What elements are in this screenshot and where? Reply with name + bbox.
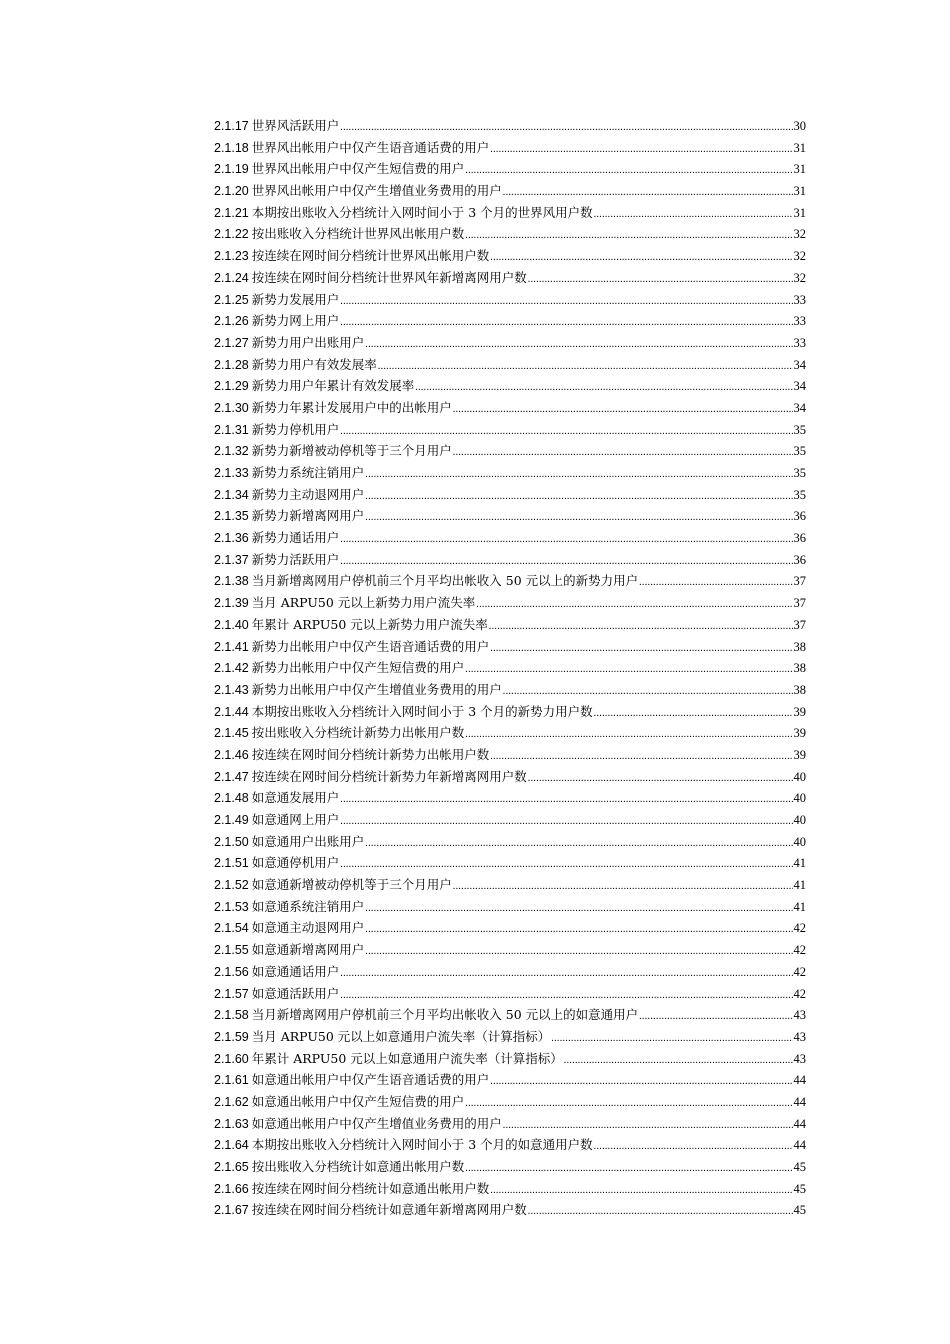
- toc-entry-title: 世界风出帐用户中仅产生语音通话费的用户: [251, 139, 490, 155]
- toc-dot-leader: [453, 399, 793, 419]
- toc-entry-number: 2.1.57: [214, 986, 249, 1001]
- toc-entry-page-number: 33: [793, 292, 806, 307]
- toc-entry[interactable]: [214, 766, 806, 788]
- toc-entry-title: 如意通主动退网用户: [251, 920, 365, 936]
- toc-dot-leader: [503, 681, 793, 701]
- toc-entry-title: 新势力网上用户: [251, 313, 340, 329]
- toc-entry-title: 按连续在网时间分档统计如意通年新增离网用户数: [251, 1202, 527, 1218]
- toc-dot-leader: [340, 117, 792, 137]
- toc-entry-page-number: 41: [793, 856, 806, 871]
- toc-entry-page-number: 42: [793, 986, 806, 1001]
- toc-dot-leader: [465, 1158, 792, 1178]
- toc-entry-page-number: 35: [793, 466, 806, 480]
- toc-dot-leader: [340, 789, 792, 809]
- toc-entry[interactable]: [214, 462, 806, 484]
- toc-dot-leader: [594, 204, 793, 224]
- toc-entry-number: 2.1.34: [214, 487, 249, 502]
- toc-entry-page-number: 42: [793, 921, 806, 936]
- toc-entry-page-number: 44: [793, 1094, 806, 1109]
- toc-entry-title: 新势力用户年累计有效发展率: [251, 378, 415, 394]
- toc-dot-leader: [365, 919, 792, 939]
- toc-dot-leader: [365, 898, 792, 918]
- toc-entry-page-number: 44: [793, 1116, 806, 1131]
- toc-entry-number: 2.1.51: [214, 856, 249, 871]
- toc-entry[interactable]: [214, 983, 806, 1005]
- toc-dot-leader: [365, 486, 792, 506]
- toc-entry-number: 2.1.55: [214, 943, 249, 958]
- toc-entry-title: 按连续在网时间分档统计新势力年新增离网用户数: [251, 768, 527, 784]
- toc-dot-leader: [378, 356, 793, 376]
- toc-entry[interactable]: [214, 527, 806, 549]
- toc-entry[interactable]: [214, 679, 806, 701]
- toc-entry[interactable]: [214, 440, 806, 462]
- toc-dot-leader: [340, 421, 792, 441]
- toc-entry-number: 2.1.60: [214, 1051, 249, 1066]
- toc-entry[interactable]: [214, 787, 806, 809]
- toc-entry-page-number: 43: [793, 1029, 806, 1044]
- toc-dot-leader: [365, 833, 792, 853]
- toc-entry[interactable]: [214, 549, 806, 571]
- toc-entry-number: 2.1.31: [214, 422, 249, 437]
- toc-entry-page-number: 44: [793, 1073, 806, 1088]
- toc-entry-page-number: 31: [793, 162, 806, 177]
- toc-dot-leader: [365, 464, 792, 484]
- toc-dot-leader: [490, 1180, 792, 1200]
- toc-dot-leader: [490, 139, 792, 159]
- toc-entry[interactable]: [214, 397, 806, 419]
- toc-entry-title: 新势力出帐用户中仅产生增值业务费用的用户: [251, 681, 502, 697]
- toc-dot-leader: [528, 768, 793, 788]
- toc-entry-number: 2.1.32: [214, 444, 249, 459]
- toc-entry-title: 如意通出帐用户中仅产生语音通话费的用户: [251, 1072, 490, 1088]
- toc-dot-leader: [490, 1071, 792, 1091]
- toc-entry-number: 2.1.29: [214, 379, 249, 394]
- toc-entry-page-number: 35: [793, 422, 806, 437]
- toc-entry-page-number: 33: [793, 314, 806, 329]
- toc-entry[interactable]: [214, 289, 806, 311]
- toc-entry-number: 2.1.65: [214, 1160, 249, 1174]
- toc-entry[interactable]: [214, 592, 806, 614]
- toc-dot-leader: [639, 1006, 792, 1026]
- toc-dot-leader: [465, 659, 792, 679]
- toc-entry-title: 新势力通话用户: [251, 530, 340, 546]
- toc-entry-page-number: 32: [793, 270, 806, 285]
- toc-entry-page-number: 42: [793, 943, 806, 958]
- toc-entry[interactable]: [214, 267, 806, 289]
- toc-entry-title: 本期按出账收入分档统计入网时间小于 3 个月的新势力用户数: [251, 703, 593, 719]
- toc-entry[interactable]: [214, 1048, 806, 1070]
- toc-entry-number: 2.1.37: [214, 552, 249, 567]
- toc-entry-title: 如意通出帐用户中仅产生短信费的用户: [251, 1093, 465, 1109]
- toc-entry-title: 世界风出帐用户中仅产生增值业务费用的用户: [251, 183, 502, 199]
- toc-dot-leader: [528, 269, 793, 289]
- toc-entry-page-number: 31: [793, 184, 806, 199]
- toc-entry-title: 按出账收入分档统计新势力出帐用户数: [251, 725, 465, 741]
- toc-entry[interactable]: [214, 961, 806, 983]
- toc-entry[interactable]: [214, 505, 806, 527]
- toc-entry-title: 新势力出帐用户中仅产生短信费的用户: [251, 660, 465, 676]
- toc-entry-title: 如意通新增离网用户: [251, 942, 365, 958]
- toc-entry-title: 如意通停机用户: [251, 855, 340, 871]
- toc-entry-page-number: 32: [793, 227, 806, 242]
- toc-entry[interactable]: [214, 354, 806, 376]
- toc-entry-number: 2.1.44: [214, 704, 249, 719]
- toc-entry-page-number: 37: [793, 596, 806, 611]
- toc-entry-page-number: 38: [793, 661, 806, 676]
- toc-entry-page-number: 40: [793, 813, 806, 827]
- toc-entry-title: 新势力活跃用户: [251, 551, 340, 567]
- toc-entry-number: 2.1.61: [214, 1073, 249, 1088]
- toc-entry[interactable]: [214, 180, 806, 202]
- toc-entry-number: 2.1.63: [214, 1116, 249, 1131]
- toc-entry-number: 2.1.28: [214, 357, 249, 372]
- toc-entry[interactable]: [214, 158, 806, 180]
- toc-entry-number: 2.1.40: [214, 617, 249, 632]
- toc-entry[interactable]: [214, 223, 806, 245]
- toc-entry-number: 2.1.27: [214, 335, 249, 350]
- toc-entry-number: 2.1.54: [214, 921, 249, 936]
- toc-entry-number: 2.1.45: [214, 726, 249, 741]
- toc-dot-leader: [551, 1028, 792, 1048]
- toc-entry-number: 2.1.17: [214, 119, 249, 133]
- toc-entry-number: 2.1.56: [214, 964, 249, 979]
- toc-entry[interactable]: [214, 1178, 806, 1200]
- toc-entry-page-number: 36: [793, 552, 806, 567]
- toc-entry[interactable]: [214, 1134, 806, 1156]
- toc-entry-page-number: 40: [793, 834, 806, 849]
- toc-entry[interactable]: [214, 701, 806, 723]
- toc-entry[interactable]: [214, 722, 806, 744]
- toc-entry-page-number: 43: [793, 1008, 806, 1023]
- toc-entry-number: 2.1.47: [214, 769, 249, 784]
- toc-entry-number: 2.1.23: [214, 249, 249, 264]
- toc-entry[interactable]: [214, 310, 806, 332]
- toc-dot-leader: [340, 811, 792, 831]
- toc-entry[interactable]: [214, 939, 806, 961]
- toc-entry-page-number: 37: [793, 574, 806, 589]
- toc-entry[interactable]: [214, 1113, 806, 1135]
- toc-entry[interactable]: [214, 917, 806, 939]
- toc-entry[interactable]: [214, 831, 806, 853]
- toc-entry-title: 按连续在网时间分档统计世界风年新增离网用户数: [251, 269, 527, 285]
- toc-dot-leader: [365, 941, 792, 961]
- toc-entry-title: 新势力新增离网用户: [251, 508, 365, 524]
- toc-dot-leader: [340, 854, 792, 874]
- toc-dot-leader: [476, 594, 792, 614]
- toc-entry[interactable]: [214, 332, 806, 354]
- toc-entry[interactable]: [214, 1069, 806, 1091]
- toc-entry-page-number: 32: [793, 249, 806, 264]
- toc-dot-leader: [465, 225, 792, 245]
- toc-entry-title: 当月新增离网用户停机前三个月平均出帐收入 50 元以上的新势力用户: [251, 573, 639, 589]
- toc-entry-page-number: 45: [793, 1203, 806, 1218]
- toc-entry-page-number: 36: [793, 509, 806, 524]
- toc-entry-page-number: 39: [793, 726, 806, 741]
- toc-entry-title: 本期按出账收入分档统计入网时间小于 3 个月的如意通用户数: [251, 1137, 593, 1153]
- toc-entry-number: 2.1.43: [214, 682, 249, 697]
- toc-entry-number: 2.1.38: [214, 574, 249, 589]
- toc-dot-leader: [503, 182, 793, 202]
- toc-dot-leader: [564, 1050, 793, 1070]
- toc-dot-leader: [365, 334, 792, 354]
- toc-dot-leader: [340, 551, 792, 571]
- toc-entry-title: 按连续在网时间分档统计新势力出帐用户数: [251, 746, 490, 762]
- toc-entry[interactable]: [214, 137, 806, 159]
- toc-entry-page-number: 41: [793, 899, 806, 914]
- toc-entry-title: 新势力出帐用户中仅产生语音通话费的用户: [251, 638, 490, 654]
- toc-dot-leader: [365, 507, 792, 527]
- toc-entry-title: 新势力年累计发展用户中的出帐用户: [251, 399, 452, 415]
- toc-entry-title: 如意通系统注销用户: [251, 898, 365, 914]
- toc-entry-number: 2.1.35: [214, 509, 249, 524]
- toc-entry-title: 新势力发展用户: [251, 291, 340, 307]
- toc-entry-title: 按连续在网时间分档统计世界风出帐用户数: [251, 248, 490, 264]
- toc-entry-page-number: 34: [793, 400, 806, 415]
- toc-entry-title: 当月 ARPU50 元以上如意通用户流失率（计算指标）: [251, 1028, 551, 1044]
- toc-entry-number: 2.1.20: [214, 184, 249, 199]
- toc-entry-number: 2.1.18: [214, 140, 249, 155]
- toc-entry-number: 2.1.53: [214, 899, 249, 914]
- toc-entry-title: 如意通网上用户: [251, 812, 340, 827]
- toc-dot-leader: [340, 291, 792, 311]
- toc-dot-leader: [465, 724, 792, 744]
- toc-entry[interactable]: [214, 115, 806, 137]
- toc-entry[interactable]: [214, 375, 806, 397]
- toc-entry[interactable]: [214, 202, 806, 224]
- toc-dot-leader: [465, 160, 792, 180]
- toc-entry-title: 年累计 ARPU50 元以上新势力用户流失率: [251, 616, 488, 632]
- toc-entry-number: 2.1.59: [214, 1029, 249, 1044]
- toc-entry-number: 2.1.21: [214, 205, 249, 220]
- toc-entry-page-number: 31: [793, 205, 806, 220]
- toc-entry[interactable]: [214, 1199, 806, 1221]
- toc-dot-leader: [639, 572, 792, 592]
- toc-entry-page-number: 39: [793, 704, 806, 719]
- toc-entry[interactable]: [214, 614, 806, 636]
- toc-entry[interactable]: [214, 1156, 806, 1178]
- toc-entry-title: 新势力停机用户: [251, 421, 340, 437]
- toc-dot-leader: [489, 616, 793, 636]
- toc-entry-page-number: 34: [793, 379, 806, 394]
- toc-entry-page-number: 45: [793, 1181, 806, 1196]
- toc-entry-page-number: 31: [793, 140, 806, 155]
- toc-entry[interactable]: [214, 657, 806, 679]
- toc-entry[interactable]: [214, 1026, 806, 1048]
- toc-entry-number: 2.1.50: [214, 834, 249, 849]
- toc-entry-page-number: 41: [793, 878, 806, 893]
- table-of-contents: [214, 115, 806, 1221]
- toc-entry-title: 如意通通话用户: [251, 963, 340, 979]
- toc-entry-number: 2.1.67: [214, 1203, 249, 1218]
- toc-entry-number: 2.1.66: [214, 1181, 249, 1196]
- toc-entry-number: 2.1.24: [214, 270, 249, 285]
- toc-entry-page-number: 37: [793, 617, 806, 632]
- toc-entry-title: 新势力用户有效发展率: [251, 356, 377, 372]
- toc-entry-page-number: 39: [793, 747, 806, 762]
- toc-entry[interactable]: [214, 852, 806, 874]
- toc-entry[interactable]: [214, 636, 806, 658]
- toc-entry-number: 2.1.41: [214, 639, 249, 654]
- toc-entry-number: 2.1.19: [214, 162, 249, 177]
- toc-entry[interactable]: [214, 570, 806, 592]
- toc-entry[interactable]: [214, 809, 806, 831]
- toc-entry-page-number: 33: [793, 335, 806, 350]
- toc-entry-page-number: 38: [793, 639, 806, 654]
- toc-entry-number: 2.1.58: [214, 1008, 249, 1023]
- toc-entry[interactable]: [214, 874, 806, 896]
- toc-entry-number: 2.1.36: [214, 531, 249, 546]
- toc-entry-title: 按出账收入分档统计世界风出帐用户数: [251, 226, 465, 242]
- toc-entry-number: 2.1.49: [214, 813, 249, 827]
- toc-entry-title: 如意通用户出账用户: [251, 833, 365, 849]
- toc-dot-leader: [490, 638, 792, 658]
- toc-entry-number: 2.1.30: [214, 400, 249, 415]
- toc-entry-title: 如意通出帐用户中仅产生增值业务费用的用户: [251, 1115, 502, 1131]
- toc-entry-number: 2.1.33: [214, 466, 249, 480]
- toc-entry-number: 2.1.62: [214, 1094, 249, 1109]
- toc-entry-page-number: 40: [793, 791, 806, 806]
- toc-entry-page-number: 36: [793, 531, 806, 546]
- toc-entry-page-number: 35: [793, 444, 806, 459]
- toc-entry-page-number: 40: [793, 769, 806, 784]
- toc-entry-title: 世界风活跃用户: [251, 118, 340, 133]
- toc-entry-number: 2.1.46: [214, 747, 249, 762]
- toc-dot-leader: [340, 963, 792, 983]
- toc-entry-page-number: 35: [793, 487, 806, 502]
- toc-entry[interactable]: [214, 1091, 806, 1113]
- toc-dot-leader: [503, 1115, 793, 1135]
- toc-entry[interactable]: [214, 896, 806, 918]
- toc-entry-title: 如意通活跃用户: [251, 985, 340, 1001]
- toc-entry-number: 2.1.26: [214, 314, 249, 329]
- toc-entry-number: 2.1.22: [214, 227, 249, 242]
- toc-entry-title: 新势力用户出账用户: [251, 334, 365, 350]
- toc-entry-page-number: 38: [793, 682, 806, 697]
- toc-dot-leader: [340, 529, 792, 549]
- toc-dot-leader: [340, 985, 792, 1005]
- toc-entry-title: 按连续在网时间分档统计如意通出帐用户数: [251, 1180, 490, 1196]
- toc-entry[interactable]: [214, 744, 806, 766]
- toc-dot-leader: [453, 876, 793, 896]
- toc-entry-page-number: 34: [793, 357, 806, 372]
- toc-entry-page-number: 45: [793, 1160, 806, 1174]
- toc-entry-title: 如意通新增被动停机等于三个月用户: [251, 877, 452, 893]
- toc-entry-number: 2.1.42: [214, 661, 249, 676]
- toc-entry-number: 2.1.64: [214, 1138, 249, 1153]
- toc-entry-title: 按出账收入分档统计如意通出帐用户数: [251, 1159, 465, 1174]
- toc-entry[interactable]: [214, 1004, 806, 1026]
- toc-dot-leader: [340, 312, 792, 332]
- toc-entry-page-number: 42: [793, 964, 806, 979]
- toc-entry-page-number: 44: [793, 1138, 806, 1153]
- toc-dot-leader: [594, 1136, 793, 1156]
- toc-entry-title: 本期按出账收入分档统计入网时间小于 3 个月的世界风用户数: [251, 204, 593, 220]
- toc-dot-leader: [490, 247, 792, 267]
- toc-entry-number: 2.1.25: [214, 292, 249, 307]
- toc-entry-title: 新势力主动退网用户: [251, 486, 365, 502]
- toc-dot-leader: [528, 1201, 793, 1221]
- toc-entry-number: 2.1.52: [214, 878, 249, 893]
- toc-entry-title: 当月 ARPU50 元以上新势力用户流失率: [251, 595, 476, 611]
- toc-dot-leader: [594, 703, 793, 723]
- toc-entry-page-number: 30: [793, 119, 806, 133]
- toc-dot-leader: [490, 746, 792, 766]
- toc-entry[interactable]: [214, 245, 806, 267]
- toc-entry[interactable]: [214, 484, 806, 506]
- toc-entry-title: 世界风出帐用户中仅产生短信费的用户: [251, 161, 465, 177]
- toc-entry-title: 新势力系统注销用户: [251, 465, 365, 480]
- toc-dot-leader: [465, 1093, 792, 1113]
- toc-entry-title: 如意通发展用户: [251, 790, 340, 806]
- toc-entry[interactable]: [214, 419, 806, 441]
- toc-entry-title: 新势力新增被动停机等于三个月用户: [251, 443, 452, 459]
- toc-entry-number: 2.1.39: [214, 596, 249, 611]
- toc-entry-number: 2.1.48: [214, 791, 249, 806]
- toc-dot-leader: [453, 442, 793, 462]
- toc-dot-leader: [415, 377, 792, 397]
- toc-entry-title: 当月新增离网用户停机前三个月平均出帐收入 50 元以上的如意通用户: [251, 1007, 639, 1023]
- toc-entry-page-number: 43: [793, 1051, 806, 1066]
- toc-entry-title: 年累计 ARPU50 元以上如意通用户流失率（计算指标）: [251, 1050, 563, 1066]
